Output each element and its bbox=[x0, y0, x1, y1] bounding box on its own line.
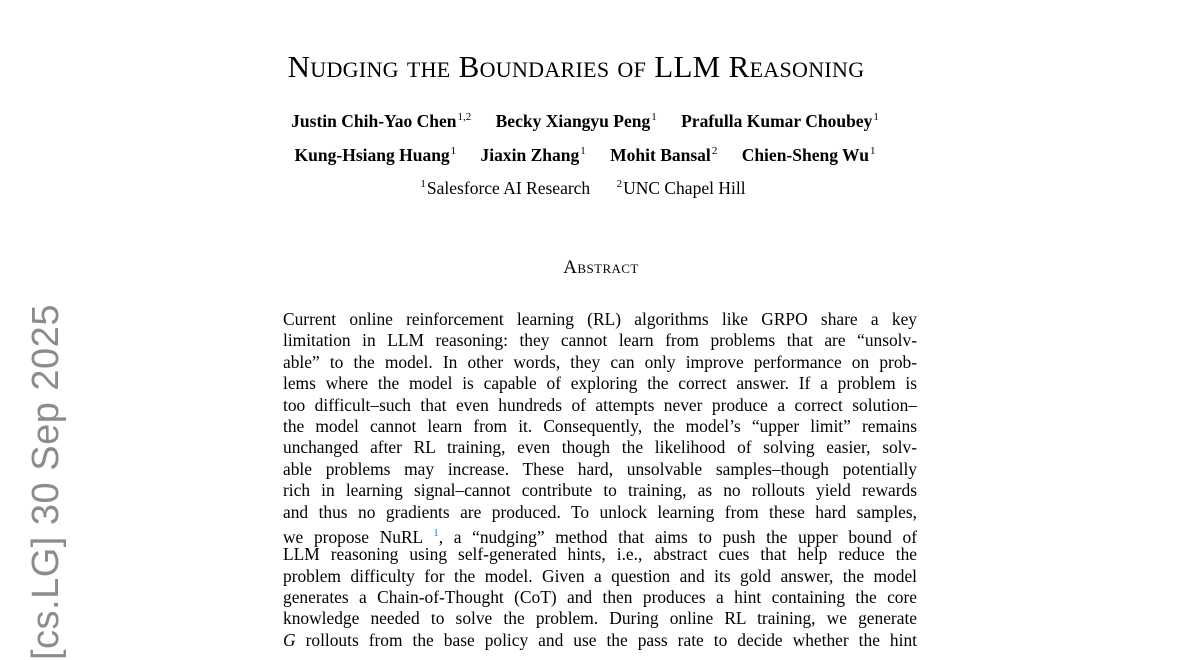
affiliation bbox=[617, 178, 746, 199]
affiliation-name: Salesforce AI Research bbox=[426, 178, 591, 198]
nurl-line-before: we propose NuRL bbox=[283, 526, 434, 547]
author-name: Chien-Sheng Wu bbox=[741, 145, 869, 165]
abstract-line: generates a Chain-of-Thought (CoT) and then produces a hint containing the core bbox=[283, 587, 917, 608]
abstract-line: limitation in LLM reasoning: they cannot learn from problems that are “unsolv- bbox=[283, 330, 917, 351]
abstract-line-last-text: rollouts from the base policy and use the pass rate to decide whether the hint bbox=[305, 629, 917, 650]
footnote-link[interactable]: 1 bbox=[433, 526, 439, 539]
author-affil-sup: 1 bbox=[651, 111, 657, 123]
abstract-line: too difficult–such that even hundreds of attempts never produce a correct solution– bbox=[283, 394, 917, 415]
nurl-line-after: , a “nudging” method that aims to push the upper bound of bbox=[438, 526, 917, 547]
author-affil-sup: 2 bbox=[711, 145, 718, 157]
abstract-line: Current online reinforcement learning (RL) algorithms like GRPO share a key bbox=[283, 309, 917, 329]
abstract-line: LLM reasoning using self-generated hints, i.e., abstract cues that help reduce the bbox=[283, 544, 917, 565]
arxiv-stamp-text: [cs.LG] 30 Sep 2025 bbox=[25, 304, 67, 660]
abstract-line: rich in learning signal–cannot contribute to training, as no rollouts yield rewards bbox=[283, 480, 917, 501]
author bbox=[681, 111, 879, 132]
abstract-line: and thus no gradients are produced. To unlock learning from these hard samples, bbox=[283, 501, 917, 522]
abstract-line: lems where the model is capable of exploring the correct answer. If a problem is bbox=[283, 373, 917, 394]
abstract-line: unchanged after RL training, even though the likelihood of solving easier, solv- bbox=[283, 437, 917, 458]
author-affil-sup: 1 bbox=[580, 145, 586, 157]
author bbox=[742, 145, 876, 166]
affiliation-sup: 1 bbox=[420, 178, 426, 190]
author bbox=[610, 145, 717, 166]
author bbox=[496, 111, 657, 132]
abstract-line: the model cannot learn from it. Consequently, the model’s “upper limit” remains bbox=[283, 415, 917, 436]
abstract-line: able problems may increase. These hard, unsolvable samples–though potentially bbox=[283, 458, 917, 479]
author-name: Kung-Hsiang Huang bbox=[294, 145, 450, 165]
author-name: Prafulla Kumar Choubey bbox=[681, 111, 873, 131]
abstract-line: problem difficulty for the model. Given a question and its gold answer, the model bbox=[283, 565, 917, 586]
author bbox=[481, 145, 586, 166]
affiliation-sup: 2 bbox=[616, 178, 623, 190]
author-name: Justin Chih-Yao Chen bbox=[291, 111, 457, 131]
author-affil-sup: 1,2 bbox=[457, 111, 472, 123]
arxiv-side-stamp bbox=[20, 304, 70, 660]
author-name: Becky Xiangyu Peng bbox=[495, 111, 651, 131]
author-name: Jiaxin Zhang bbox=[480, 145, 580, 165]
affiliation bbox=[420, 178, 590, 199]
author-affil-sup: 1 bbox=[869, 145, 876, 157]
affiliation-name: UNC Chapel Hill bbox=[623, 178, 746, 198]
math-symbol-g: G bbox=[283, 629, 296, 650]
author-affil-sup: 1 bbox=[873, 111, 879, 123]
author bbox=[295, 145, 457, 166]
authors-line-2 bbox=[0, 145, 1170, 166]
affiliations bbox=[0, 178, 1166, 199]
abstract-line-last bbox=[283, 630, 917, 651]
author bbox=[291, 111, 471, 132]
author-affil-sup: 1 bbox=[450, 145, 457, 157]
abstract-line: able” to the model. In other words, they can only improve performance on prob- bbox=[283, 351, 917, 372]
paper-title: Nudging the Boundaries of LLM Reasoning bbox=[287, 49, 865, 84]
abstract-line-nurl bbox=[283, 523, 917, 547]
authors-line-1 bbox=[0, 111, 1170, 132]
author-name: Mohit Bansal bbox=[610, 145, 711, 165]
abstract-line: knowledge needed to solve the problem. During online RL training, we generate bbox=[283, 608, 917, 629]
abstract-heading: Abstract bbox=[563, 257, 639, 278]
abstract-body bbox=[283, 309, 917, 651]
